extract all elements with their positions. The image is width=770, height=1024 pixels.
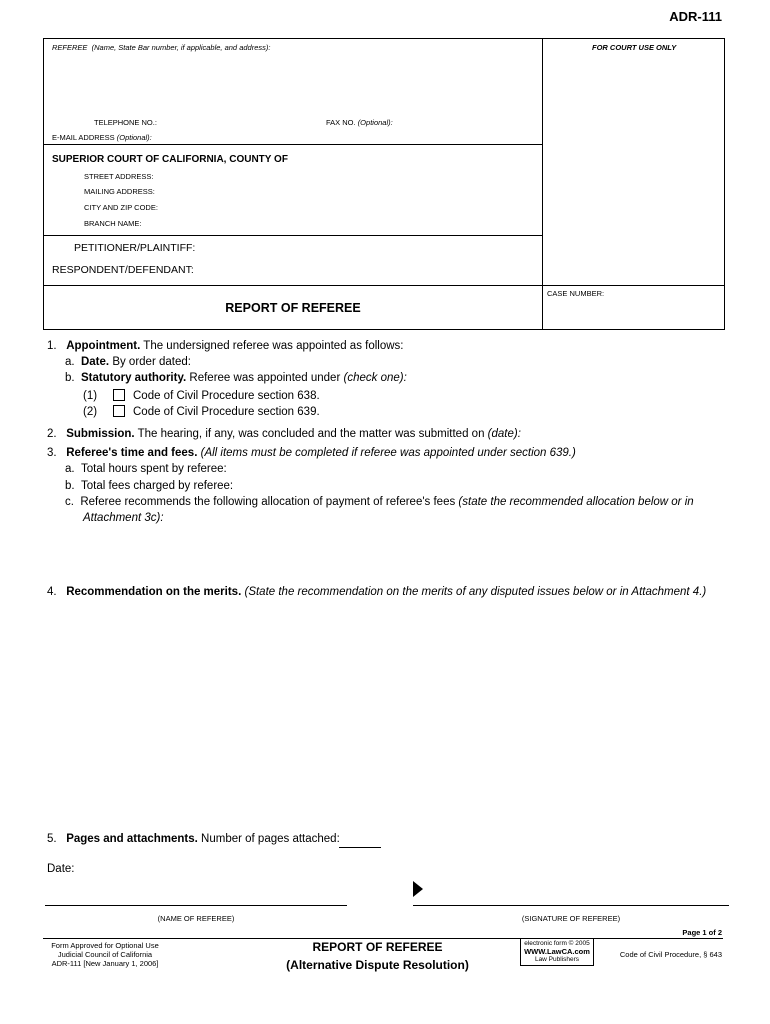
signature-arrow-icon (413, 881, 423, 897)
page-title: REPORT OF REFEREE (225, 301, 361, 315)
rule (44, 235, 542, 236)
option-639: (2) Code of Civil Procedure section 639. (83, 406, 320, 418)
option-638: (1) Code of Civil Procedure section 638. (83, 390, 320, 402)
footer-title: REPORT OF REFEREE (312, 940, 443, 954)
signature-caption: (SIGNATURE OF REFEREE) (521, 914, 621, 923)
referee-label: REFEREE (Name, State Bar number, if applicable, and address): (52, 43, 271, 52)
rule (44, 285, 724, 286)
branch-label: BRANCH NAME: (84, 219, 142, 228)
caption-box (43, 38, 725, 330)
page-number: Page 1 of 2 (682, 928, 722, 937)
item-5: 5. Pages and attachments. Number of pages attached: (47, 833, 340, 845)
respondent-label: RESPONDENT/DEFENDANT: (52, 264, 194, 276)
court-use-label: FOR COURT USE ONLY (592, 43, 677, 52)
checkbox-638[interactable] (113, 389, 125, 401)
item-1: 1. Appointment. The undersigned referee was appointed as follows: (47, 340, 404, 352)
court-name: SUPERIOR COURT OF CALIFORNIA, COUNTY OF (52, 154, 288, 165)
item-3a: a. Total hours spent by referee: (65, 463, 227, 475)
footer-rule (43, 938, 723, 939)
item-3b: b. Total fees charged by referee: (65, 480, 234, 492)
city-label: CITY AND ZIP CODE: (84, 203, 158, 212)
name-caption: (NAME OF REFEREE) (157, 914, 235, 923)
item-1a: a. Date. By order dated: (65, 356, 191, 368)
name-line[interactable] (45, 905, 347, 906)
footer-subtitle: (Alternative Dispute Resolution) (286, 958, 469, 972)
item-3c: c. Referee recommends the following allocation of payment of referee's fees (state the recommended allocation below or in (65, 496, 694, 508)
item-3: 3. Referee's time and fees. (All items must be completed if referee was appointed under section 639.) (47, 447, 576, 459)
date-label: Date: (47, 863, 75, 875)
signature-line[interactable] (413, 905, 729, 906)
case-number-label: CASE NUMBER: (547, 289, 605, 298)
item-1b: b. Statutory authority. Referee was appointed under (check one): (65, 372, 407, 384)
telephone-label: TELEPHONE NO.: (94, 118, 157, 127)
form-number: ADR-111 (669, 9, 722, 24)
item-3c-cont: Attachment 3c): (83, 512, 164, 524)
item-4: 4. Recommendation on the merits. (State the recommendation on the merits of any disputed issues below or in Attachment 4.) (47, 586, 707, 598)
pages-attached-field[interactable] (339, 847, 381, 848)
email-label: E-MAIL ADDRESS (Optional): (52, 133, 152, 142)
mailing-label: MAILING ADDRESS: (84, 187, 155, 196)
street-label: STREET ADDRESS: (84, 172, 154, 181)
checkbox-639[interactable] (113, 405, 125, 417)
approval-block: Form Approved for Optional Use Judicial Council of California ADR-111 [New January 1, 2006] (51, 941, 159, 968)
code-reference: Code of Civil Procedure, § 643 (619, 950, 722, 959)
publisher-stamp: electronic form © 2005 WWW.LawCA.com Law Publishers (520, 938, 594, 966)
item-2: 2. Submission. The hearing, if any, was concluded and the matter was submitted on (date): (47, 428, 521, 440)
petitioner-label: PETITIONER/PLAINTIFF: (74, 242, 196, 254)
fax-label: FAX NO. (Optional): (326, 118, 393, 127)
rule (44, 144, 542, 145)
